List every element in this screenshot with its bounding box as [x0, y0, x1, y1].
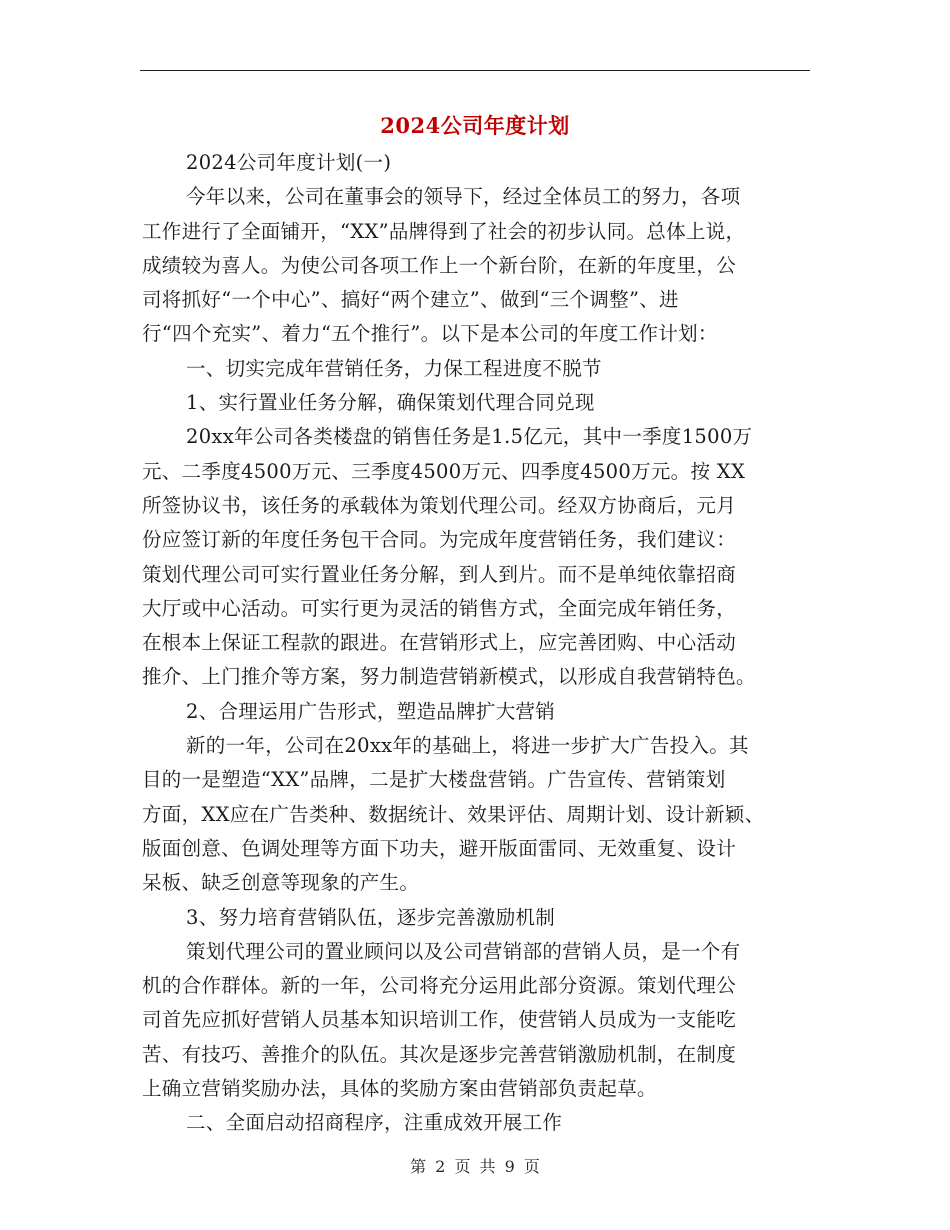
text-line: 一、切实完成年营销任务，力保工程进度不脱节 [186, 356, 602, 380]
header-rule [140, 70, 810, 71]
text-line: 机的合作群体。新的一年，公司将充分运用此部分资源。策划代理公 [142, 974, 737, 998]
text-line: 3、努力培育营销队伍，逐步完善激励机制 [186, 905, 556, 929]
text-line: 在根本上保证工程款的跟进。在营销形式上，应完善团购、中心活动 [142, 631, 737, 655]
text-line: 司首先应抓好营销人员基本知识培训工作，使营销人员成为一支能吃 [142, 1008, 737, 1032]
text-line: 2024公司年度计划(一) [186, 151, 392, 174]
text-line: 版面创意、色调处理等方面下功夫，避开版面雷同、无效重复、设计 [142, 836, 737, 860]
page-number: 第 2 页 共 9 页 [410, 1157, 540, 1176]
text-line: 1、实行置业任务分解，确保策划代理合同兑现 [186, 391, 595, 415]
text-line: 20xx年公司各类楼盘的销售任务是1.5亿元，其中一季度1500万 [186, 425, 753, 449]
text-line: 目的一是塑造“XX”品牌，二是扩大楼盘营销。广告宣传、营销策划 [142, 768, 726, 792]
document-body [142, 146, 810, 1141]
text-line: 方面，XX应在广告类种、数据统计、效果评估、周期计划、设计新颖、 [142, 802, 765, 826]
text-line: 策划代理公司可实行置业任务分解，到人到片。而不是单纯依靠招商 [142, 562, 737, 586]
text-line: 工作进行了全面铺开，“XX”品牌得到了社会的初步认同。总体上说， [142, 219, 746, 243]
text-line: 成绩较为喜人。为使公司各项工作上一个新台阶，在新的年度里，公 [142, 253, 737, 277]
text-line: 2、合理运用广告形式，塑造品牌扩大营销 [186, 699, 556, 723]
text-line: 策划代理公司的置业顾问以及公司营销部的营销人员，是一个有 [186, 939, 741, 963]
text-line: 苦、有技巧、善推介的队伍。其次是逐步完善营销激励机制，在制度 [142, 1042, 737, 1066]
text-line: 行“四个充实”、着力“五个推行”。以下是本公司的年度工作计划： [142, 322, 718, 346]
text-line: 上确立营销奖励办法，具体的奖励方案由营销部负责起草。 [142, 1077, 657, 1101]
text-line: 大厅或中心活动。可实行更为灵活的销售方式，全面完成年销任务， [142, 596, 737, 620]
text-line: 二、全面启动招商程序，注重成效开展工作 [186, 1111, 563, 1135]
text-line: 今年以来，公司在董事会的领导下，经过全体员工的努力，各项 [186, 185, 741, 209]
text-line: 所签协议书，该任务的承载体为策划代理公司。经双方协商后，元月 [142, 493, 737, 517]
text-line: 司将抓好“一个中心”、搞好“两个建立”、做到“三个调整”、进 [142, 288, 679, 312]
text-line: 元、二季度4500万元、三季度4500万元、四季度4500万元。按 XX [142, 459, 746, 483]
text-line: 呆板、缺乏创意等现象的产生。 [142, 871, 420, 895]
text-line: 推介、上门推介等方案，努力制造营销新模式，以形成自我营销特色。 [142, 665, 756, 689]
text-line: 新的一年，公司在20xx年的基础上，将进一步扩大广告投入。其 [186, 734, 749, 758]
text-line: 份应签订新的年度任务包干合同。为完成年度营销任务，我们建议： [142, 528, 737, 552]
document-title: 2024公司年度计划 [380, 113, 570, 138]
